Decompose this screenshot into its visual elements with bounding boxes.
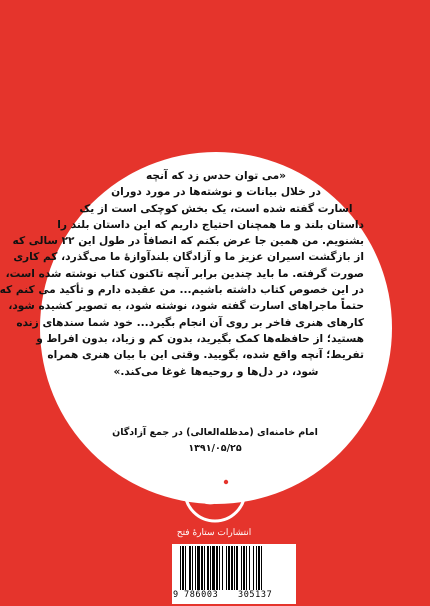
barcode-bar <box>253 546 254 590</box>
barcode-bar <box>207 546 209 590</box>
barcode-left-group: 786003 <box>184 590 219 600</box>
barcode-bars <box>178 546 290 590</box>
attribution-speaker: امام خامنه‌ای (مدظله‌العالی) در جمع آزادگان <box>112 427 318 438</box>
barcode-bar <box>258 546 260 590</box>
barcode-bar <box>246 546 247 590</box>
quote-line: شود، در دل‌ها و روحیه‌ها غوغا می‌کند.» <box>113 365 319 378</box>
quote-line: هستید؛ از حافظه‌ها کمک بگیرید، بدون کم و زیاد، بدون افراط و <box>36 332 364 345</box>
attribution-date: ۱۳۹۱/۰۵/۲۵ <box>188 443 242 454</box>
barcode-bar <box>231 546 233 590</box>
barcode-bar <box>241 546 242 590</box>
quote-line: حتماً ماجراهای اسارت گفته شود، نوشته شود، به تصویر کشیده شود، <box>8 300 364 313</box>
barcode-bar <box>243 546 245 590</box>
publisher-name: انتشارات ستارهٔ فتح <box>176 528 252 538</box>
barcode-bar <box>185 546 186 590</box>
barcode-bar <box>256 546 257 590</box>
quote-line: اسارت گفته شده است، یک بخش کوچکی است از یک <box>79 202 353 215</box>
barcode-bar <box>216 546 218 590</box>
barcode-bar <box>182 546 184 590</box>
quote-line: کارهای هنری فاخر بر روی آن انجام بگیرد... خود شما سندهای زنده <box>16 316 364 329</box>
barcode-bar <box>189 546 191 590</box>
isbn-barcode <box>172 544 296 604</box>
quote-line: صورت گرفته. ما باید چندین برابر آنچه تاکنون کتاب نوشته شده است، <box>5 267 364 280</box>
barcode-bar <box>249 546 250 590</box>
quote-line: «می توان حدس زد که آنچه <box>145 170 286 182</box>
publisher-logo-icon <box>182 458 248 524</box>
barcode-bar <box>201 546 203 590</box>
barcode-bar <box>219 546 220 590</box>
barcode-first-digit: 9 <box>173 590 179 600</box>
barcode-bar <box>261 546 262 590</box>
barcode-bar <box>210 546 211 590</box>
barcode-bar <box>222 546 223 590</box>
barcode-bar <box>195 546 196 590</box>
barcode-bar <box>228 546 230 590</box>
barcode-bar <box>204 546 205 590</box>
barcode-bar <box>236 546 238 590</box>
barcode-digits <box>172 590 296 602</box>
quote-line: در خلال بیانات و نوشته‌ها در مورد دوران <box>111 186 321 199</box>
barcode-bar <box>180 546 181 590</box>
quote-attribution <box>100 425 330 457</box>
quote-line: از بازگشت اسیران عزیز ما و آزادگان بلندآوازهٔ ما می‌گذرد، کم کاری <box>13 251 364 264</box>
barcode-bar <box>192 546 193 590</box>
quote-line: تفریط؛ آنچه واقع شده، بگویید. وقتی این با بیان هنری همراه <box>47 349 364 362</box>
quote-line: در این خصوص کتاب داشته باشیم... من عقیده دارم و تأکید می کنم که <box>0 284 364 297</box>
barcode-bar <box>234 546 235 590</box>
quote-line: بشنویم. من همین جا عرض بکنم که انصافاً در طول این ۲۲ سالی که <box>12 235 364 248</box>
quote-line: داستان بلند و ما همچنان احتیاج داریم که این داستان بلند را <box>57 218 364 231</box>
quote-text <box>0 168 364 380</box>
barcode-bar <box>212 546 215 590</box>
barcode-bar <box>197 546 200 590</box>
barcode-right-group: 305137 <box>238 590 273 600</box>
barcode-bar <box>226 546 227 590</box>
